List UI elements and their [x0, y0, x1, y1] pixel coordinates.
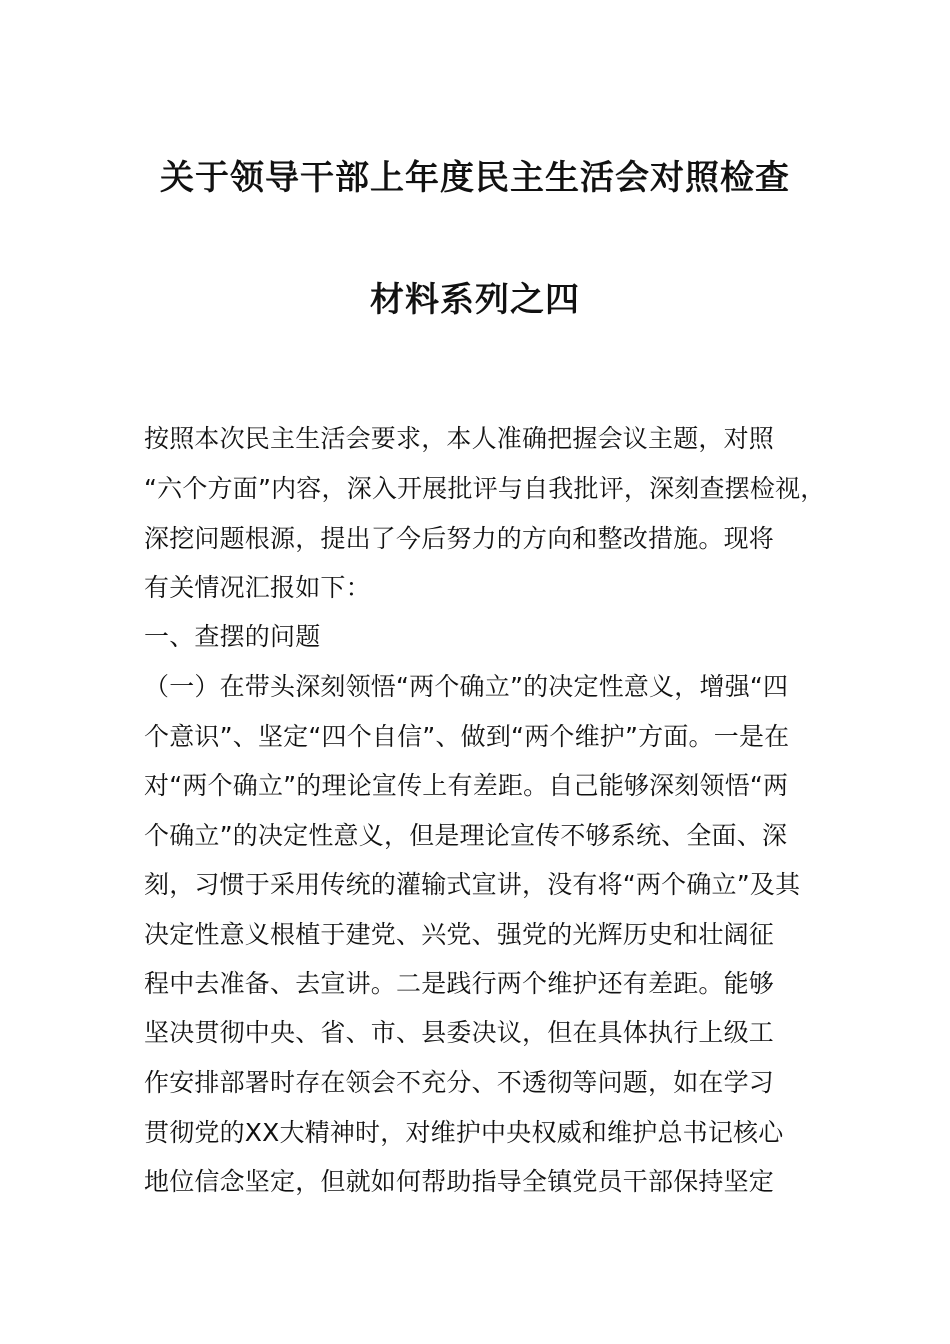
paragraph-line: 个确立”的决定性意义，但是理论宣传不够系统、全面、深	[144, 821, 788, 850]
paragraph-line: （一）在带头深刻领悟“两个确立”的决定性意义，增强“四	[144, 672, 789, 701]
paragraph-line: 按照本次民主生活会要求，本人准确把握会议主题，对照	[144, 424, 775, 453]
paragraph-line: 深挖问题根源，提出了今后努力的方向和整改措施。现将	[144, 524, 775, 553]
document-title-line-2: 材料系列之四	[370, 280, 580, 320]
paragraph-line: 决定性意义根植于建党、兴党、强党的光辉历史和壮阔征	[144, 920, 775, 949]
paragraph-line: 个意识”、坚定“四个自信”、做到“两个维护”方面。一是在	[144, 722, 790, 751]
document-title-line-1: 关于领导干部上年度民主生活会对照检查	[160, 158, 790, 198]
paragraph-line: 刻，习惯于采用传统的灌输式宣讲，没有将“两个确立”及其	[144, 870, 801, 899]
section-heading: 一、查摆的问题	[144, 622, 321, 651]
paragraph-line: 程中去准备、去宣讲。二是践行两个维护还有差距。能够	[144, 969, 775, 998]
paragraph-line: 作安排部署时存在领会不充分、不透彻等问题，如在学习	[144, 1068, 775, 1097]
paragraph-line: 对“两个确立”的理论宣传上有差距。自己能够深刻领悟“两	[144, 771, 789, 800]
paragraph-line: 有关情况汇报如下：	[144, 573, 371, 602]
paragraph-line: 坚决贯彻中央、省、市、县委决议，但在具体执行上级工	[144, 1018, 775, 1047]
paragraph-line: 贯彻党的XX大精神时，对维护中央权威和维护总书记核心	[144, 1118, 784, 1147]
paragraph-line: “六个方面”内容，深入开展批评与自我批评，深刻查摆检视，	[144, 474, 826, 503]
paragraph-line: 地位信念坚定，但就如何帮助指导全镇党员干部保持坚定	[144, 1167, 775, 1196]
